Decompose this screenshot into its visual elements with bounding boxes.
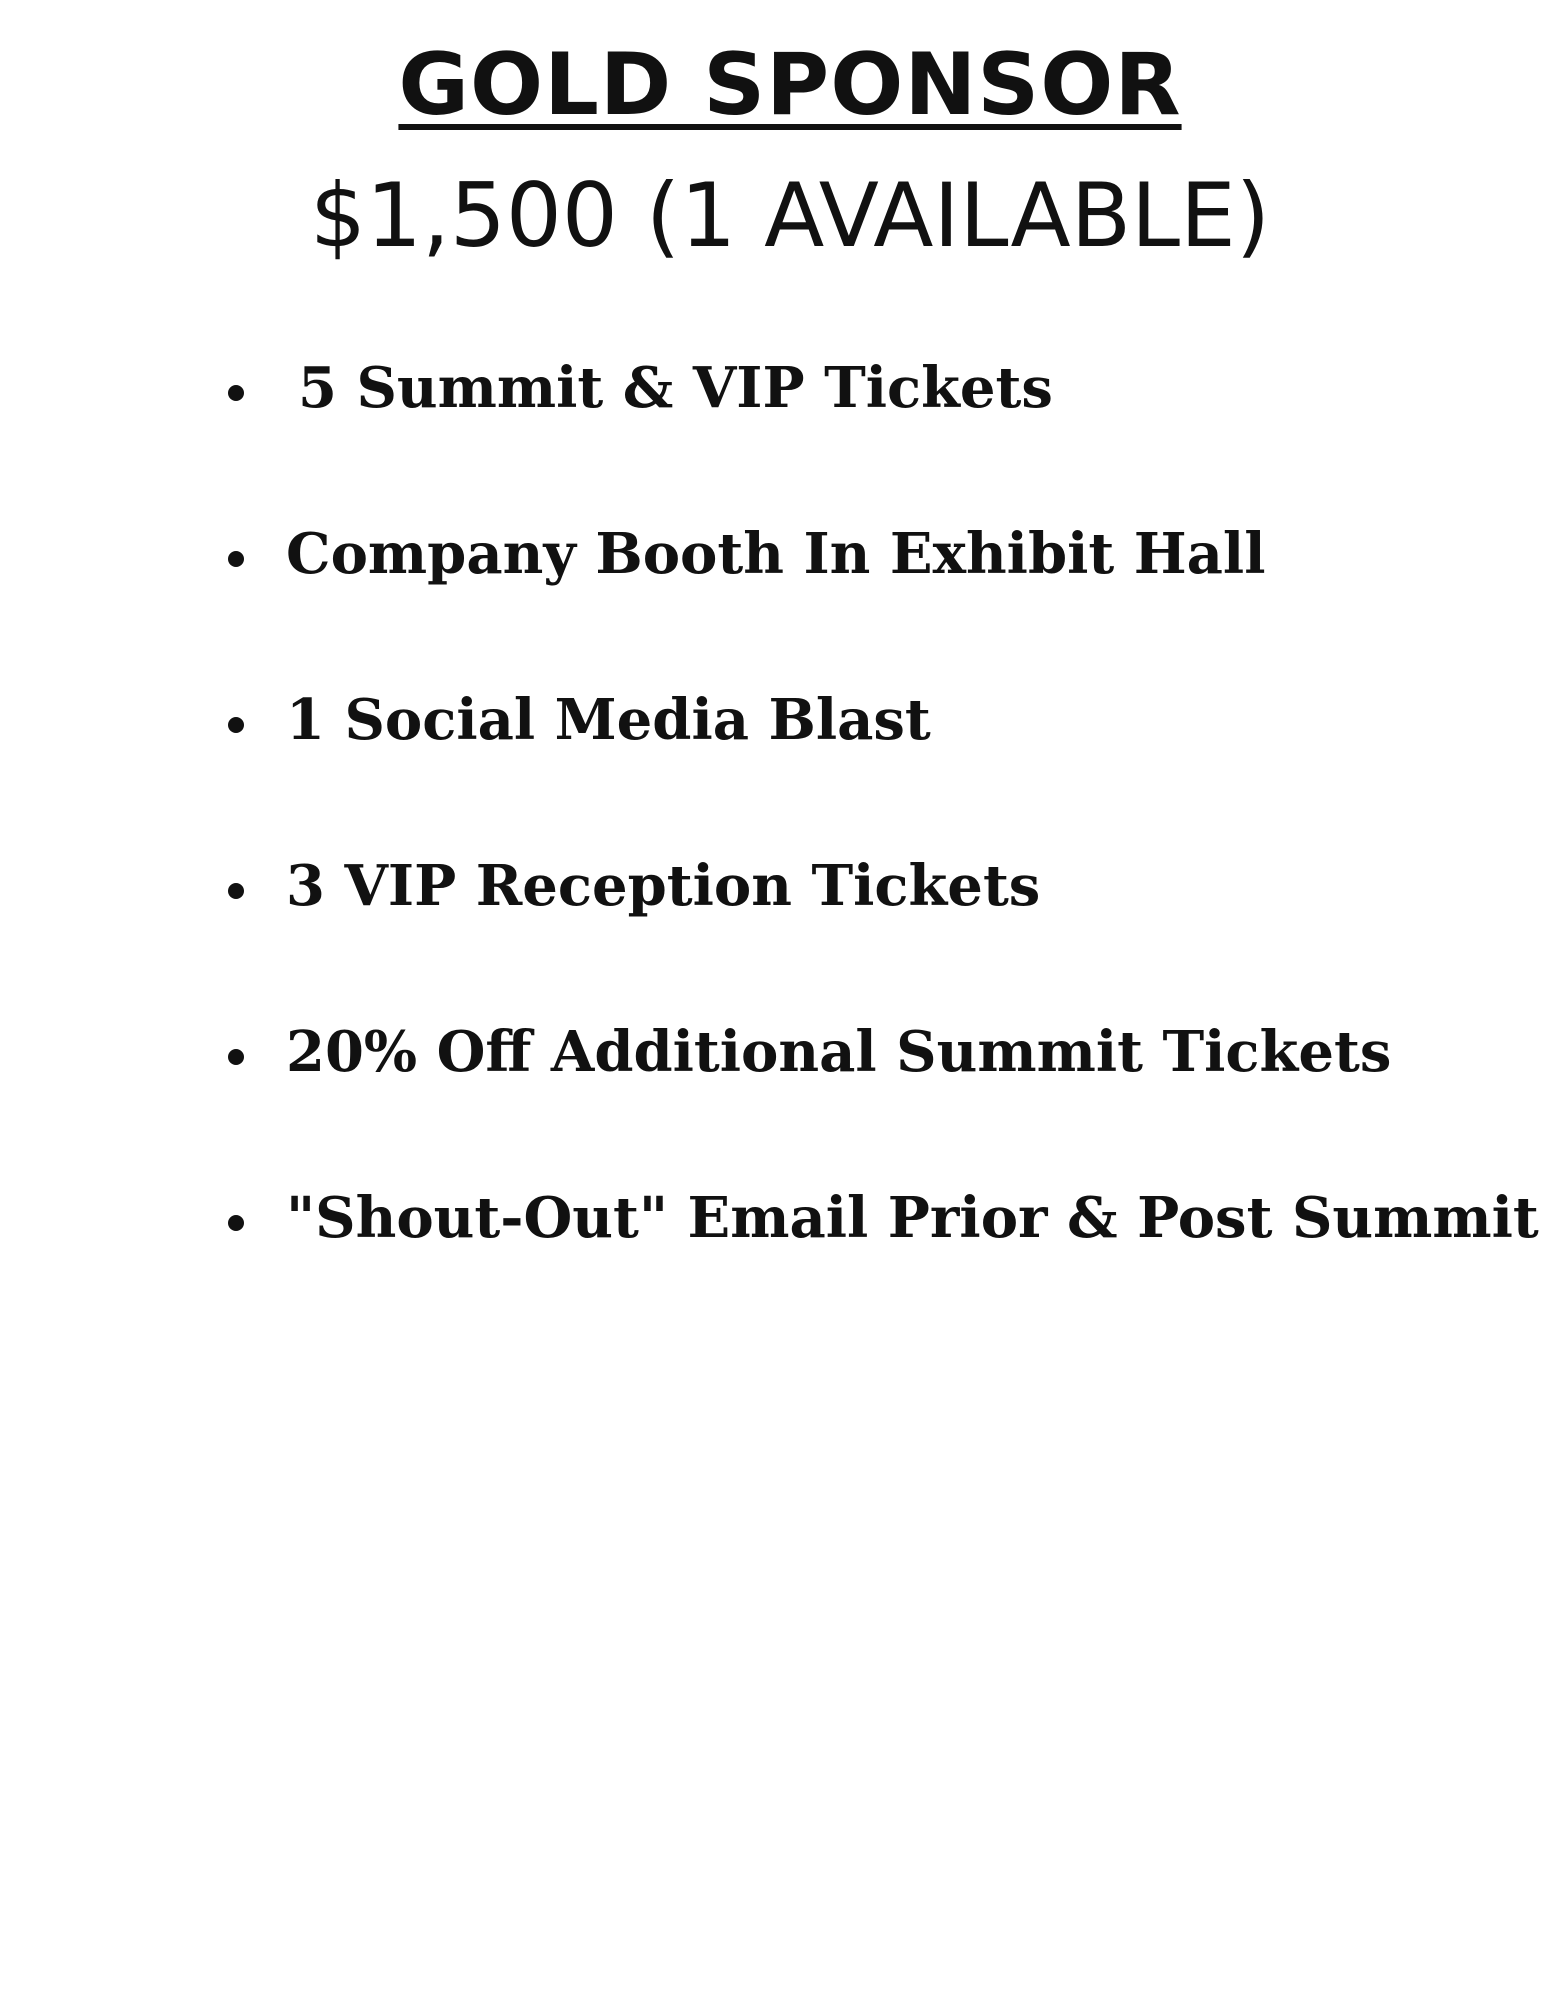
bullet-icon [228,385,244,401]
bullet-icon [228,883,244,899]
list-item [228,678,1539,844]
bullet-icon [228,551,244,567]
benefit-text: 1 Social Media Blast [286,687,931,753]
price-availability: $1,500 (1 AVAILABLE) [309,164,1271,267]
bullet-icon [228,1215,244,1231]
benefit-text: 5 Summit & VIP Tickets [298,355,1053,421]
benefit-text: Company Booth In Exhibit Hall [286,521,1266,587]
bullet-icon [228,1049,244,1065]
sponsor-tier-title: GOLD SPONSOR [398,35,1182,135]
list-item [228,346,1539,512]
list-item [228,1176,1539,1342]
list-item [228,844,1539,1010]
list-item [228,1010,1539,1176]
benefits-list [228,346,1539,1342]
benefit-text: 20% Off Additional Summit Tickets [286,1019,1392,1085]
benefit-text: 3 VIP Reception Tickets [286,853,1041,919]
bullet-icon [228,717,244,733]
benefit-text: "Shout-Out" Email Prior & Post Summit [286,1185,1539,1251]
list-item [228,512,1539,678]
